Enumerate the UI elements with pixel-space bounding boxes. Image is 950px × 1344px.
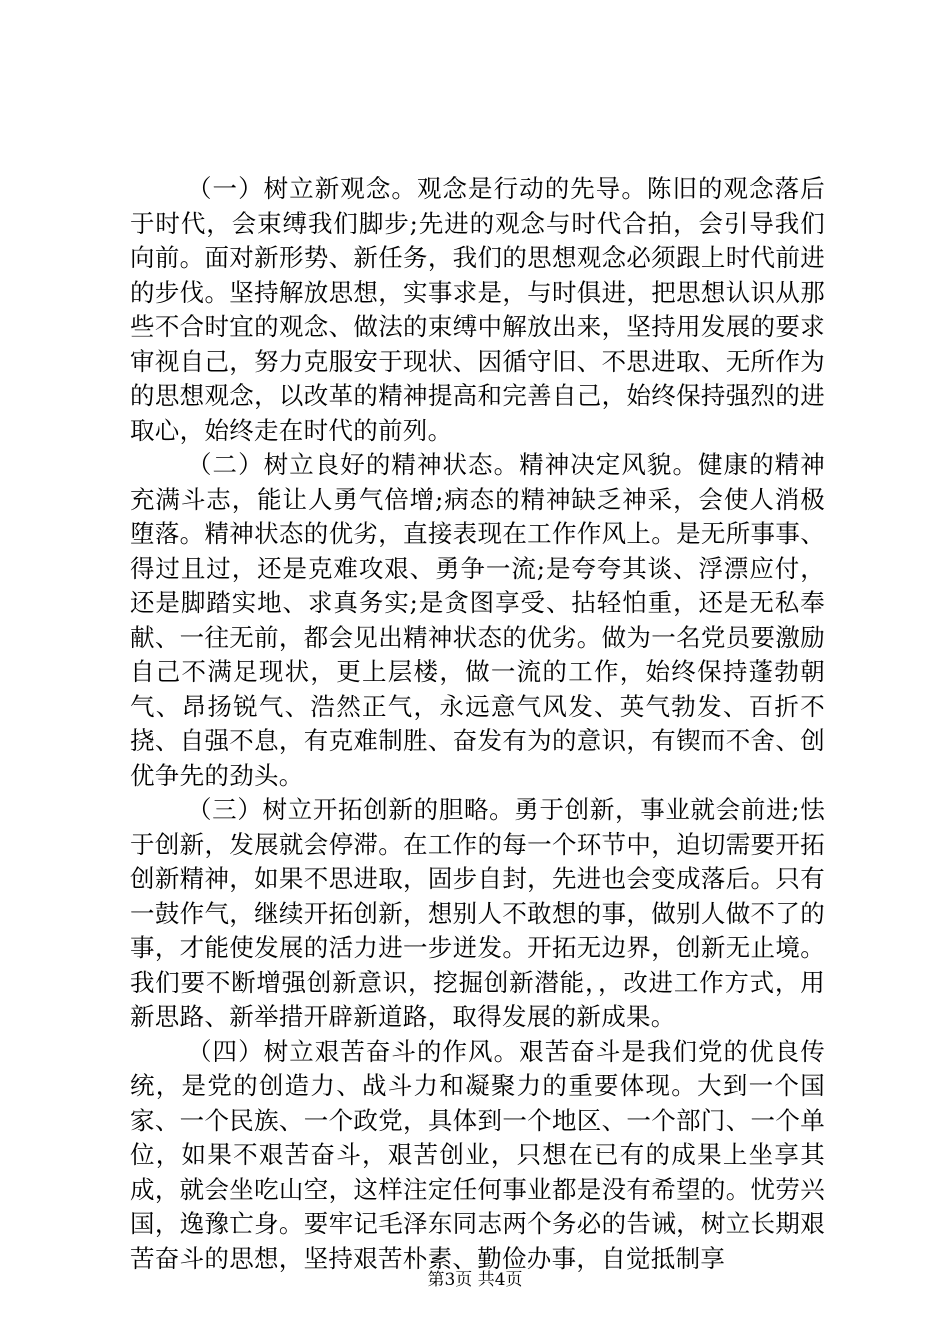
paragraph-4: （四）树立艰苦奋斗的作风。艰苦奋斗是我们党的优良传统，是党的创造力、战斗力和凝聚力的重要体现。大到一个国家、一个民族、一个政党，具体到一个地区、一个部门、一个单位，如果不艰苦奋斗，艰苦创业，只想在已有的成果上坐享其成，就会坐吃山空，这样注定任何事业都是没有希望的。忧劳兴国，逸豫亡身。要牢记毛泽东同志两个务必的告诫，树立长期艰苦奋斗的思想，坚持艰苦朴素、勤俭办事，自觉抵制享 [130, 1036, 825, 1273]
paragraph-3: （三）树立开拓创新的胆略。勇于创新，事业就会前进;怯于创新，发展就会停滞。在工作的每一个环节中，迫切需要开拓创新精神，如果不思进取，固步自封，先进也会变成落后。只有一鼓作气，继续开拓创新，想别人不敢想的事，做别人做不了的事，才能使发展的活力进一步迸发。开拓无边界，创新无止境。我们要不断增强创新意识，挖掘创新潜能，，改进工作方式，用新思路、新举措开辟新道路，取得发展的新成果。 [130, 795, 825, 1031]
paragraph-1: （一）树立新观念。观念是行动的先导。陈旧的观念落后于时代，会束缚我们脚步;先进的观念与时代合拍，会引导我们向前。面对新形势、新任务，我们的思想观念必须跟上时代前进的步伐。坚持解放思想，实事求是，与时俱进，把思想认识从那些不合时宜的观念、做法的束缚中解放出来，坚持用发展的要求审视自己，努力克服安于现状、因循守旧、不思进取、无所作为的思想观念，以改革的精神提高和完善自己，始终保持强烈的进取心，始终走在时代的前列。 [130, 174, 825, 445]
paragraph-2: （二）树立良好的精神状态。精神决定风貌。健康的精神充满斗志，能让人勇气倍增;病态的精神缺乏神采，会使人消极堕落。精神状态的优劣，直接表现在工作作风上。是无所事事、得过且过，还是克难攻艰、勇争一流;是夸夸其谈、浮漂应付，还是脚踏实地、求真务实;是贪图享受、拈轻怕重，还是无私奉献、一往无前，都会见出精神状态的优劣。做为一名党员要激励自己不满足现状，更上层楼，做一流的工作，始终保持蓬勃朝气、昂扬锐气、浩然正气，永远意气风发、英气勃发、百折不挠、自强不息，有克难制胜、奋发有为的意识，有锲而不舍、创优争先的劲头。 [130, 450, 825, 790]
document-body [130, 172, 825, 1276]
page-number-footer: 第3页 共4页 [427, 1270, 523, 1290]
